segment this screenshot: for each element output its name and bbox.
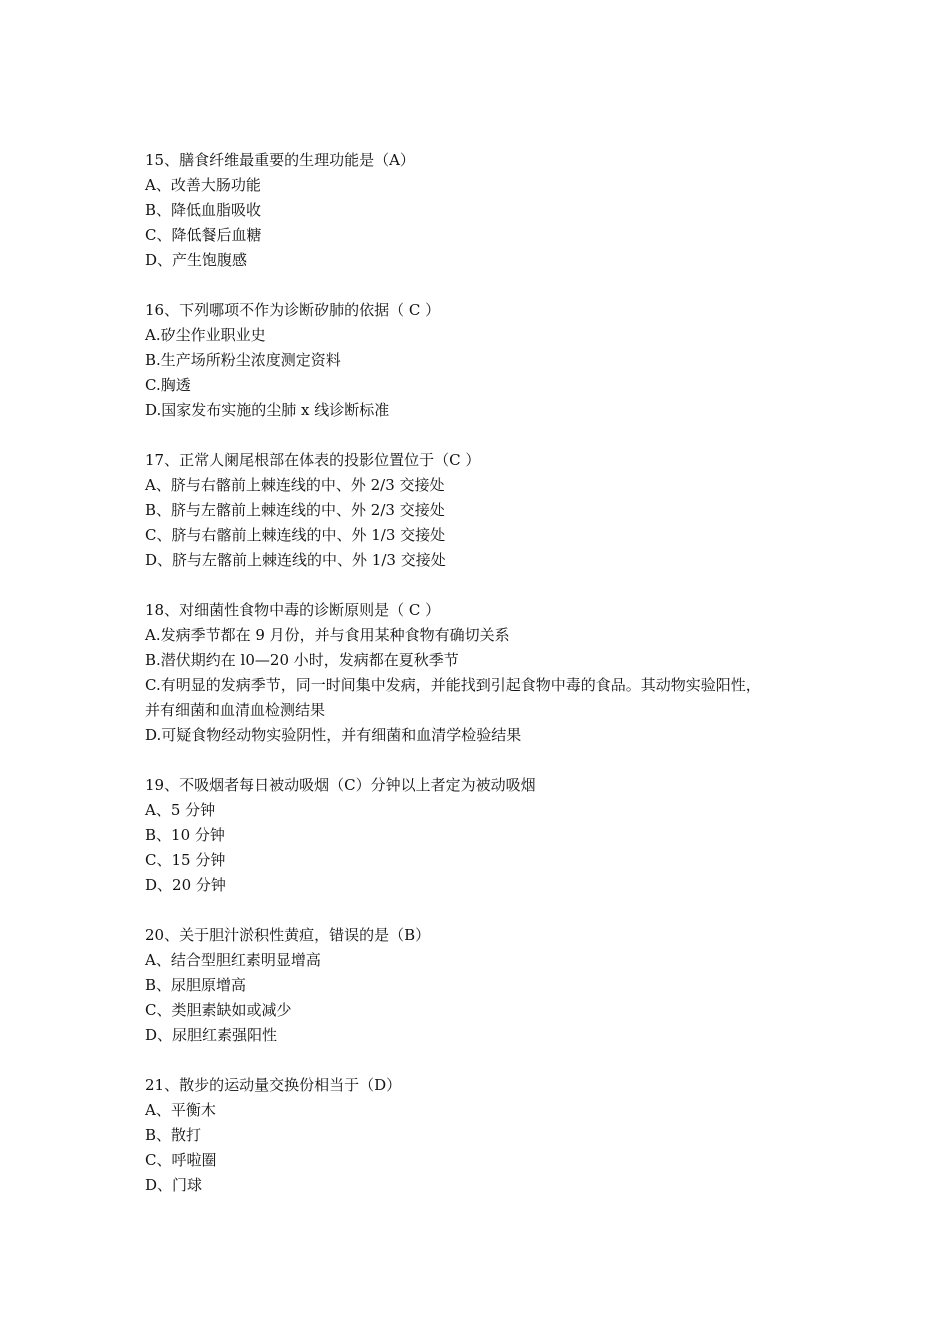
- option-d: D、脐与左髂前上棘连线的中、外 1/3 交接处: [145, 551, 446, 569]
- option-c: C.胸透: [145, 376, 191, 394]
- option-b: B、10 分钟: [145, 826, 225, 844]
- option-d: D、产生饱腹感: [145, 251, 248, 269]
- option-a: A、平衡木: [145, 1101, 216, 1119]
- question-18: [145, 598, 825, 748]
- option-b: B、脐与左髂前上棘连线的中、外 2/3 交接处: [145, 501, 445, 519]
- option-c: C、降低餐后血糖: [145, 226, 262, 244]
- question-text: 15、膳食纤维最重要的生理功能是（A）: [145, 151, 415, 169]
- option-a: A、5 分钟: [145, 801, 216, 819]
- option-a: A.矽尘作业职业史: [145, 326, 266, 344]
- question-15: [145, 148, 825, 273]
- question-text: 20、关于胆汁淤积性黄疸，错误的是（B）: [145, 926, 431, 944]
- question-21: [145, 1073, 825, 1198]
- option-d: D.国家发布实施的尘肺 x 线诊断标准: [145, 401, 390, 419]
- question-19: [145, 773, 825, 898]
- option-b: B、散打: [145, 1126, 202, 1144]
- option-c: C、类胆素缺如或减少: [145, 1001, 292, 1019]
- option-c: C.有明显的发病季节，同一时间集中发病，并能找到引起食物中毒的食品。其动物实验阳性，: [145, 676, 761, 694]
- option-c: C、脐与右髂前上棘连线的中、外 1/3 交接处: [145, 526, 446, 544]
- option-c: C、呼啦圈: [145, 1151, 217, 1169]
- question-16: [145, 298, 825, 423]
- option-c: C、15 分钟: [145, 851, 226, 869]
- option-b: B.生产场所粉尘浓度测定资料: [145, 351, 341, 369]
- question-20: [145, 923, 825, 1048]
- question-text: 19、不吸烟者每日被动吸烟（C）分钟以上者定为被动吸烟: [145, 776, 536, 794]
- option-d: D、门球: [145, 1176, 203, 1194]
- question-text: 18、对细菌性食物中毒的诊断原则是（ C ）: [145, 601, 441, 619]
- question-17: [145, 448, 825, 573]
- option-b: B、降低血脂吸收: [145, 201, 262, 219]
- option-c-continued: 并有细菌和血清血检测结果: [145, 701, 326, 719]
- option-d: D、20 分钟: [145, 876, 226, 894]
- question-text: 21、散步的运动量交换份相当于（D）: [145, 1076, 402, 1094]
- question-text: 17、正常人阑尾根部在体表的投影位置位于（C ）: [145, 451, 481, 469]
- option-b: B、尿胆原增高: [145, 976, 247, 994]
- option-a: A、结合型胆红素明显增高: [145, 951, 321, 969]
- option-a: A.发病季节都在 9 月份，并与食用某种食物有确切关系: [145, 626, 510, 644]
- document-page: [145, 148, 825, 1223]
- option-d: D、尿胆红素强阳性: [145, 1026, 278, 1044]
- option-b: B.潜伏期约在 l0—20 小时，发病都在夏秋季节: [145, 651, 459, 669]
- question-text: 16、下列哪项不作为诊断矽肺的依据（ C ）: [145, 301, 441, 319]
- option-a: A、脐与右髂前上棘连线的中、外 2/3 交接处: [145, 476, 445, 494]
- option-d: D.可疑食物经动物实验阴性，并有细菌和血清学检验结果: [145, 726, 522, 744]
- option-a: A、改善大肠功能: [145, 176, 261, 194]
